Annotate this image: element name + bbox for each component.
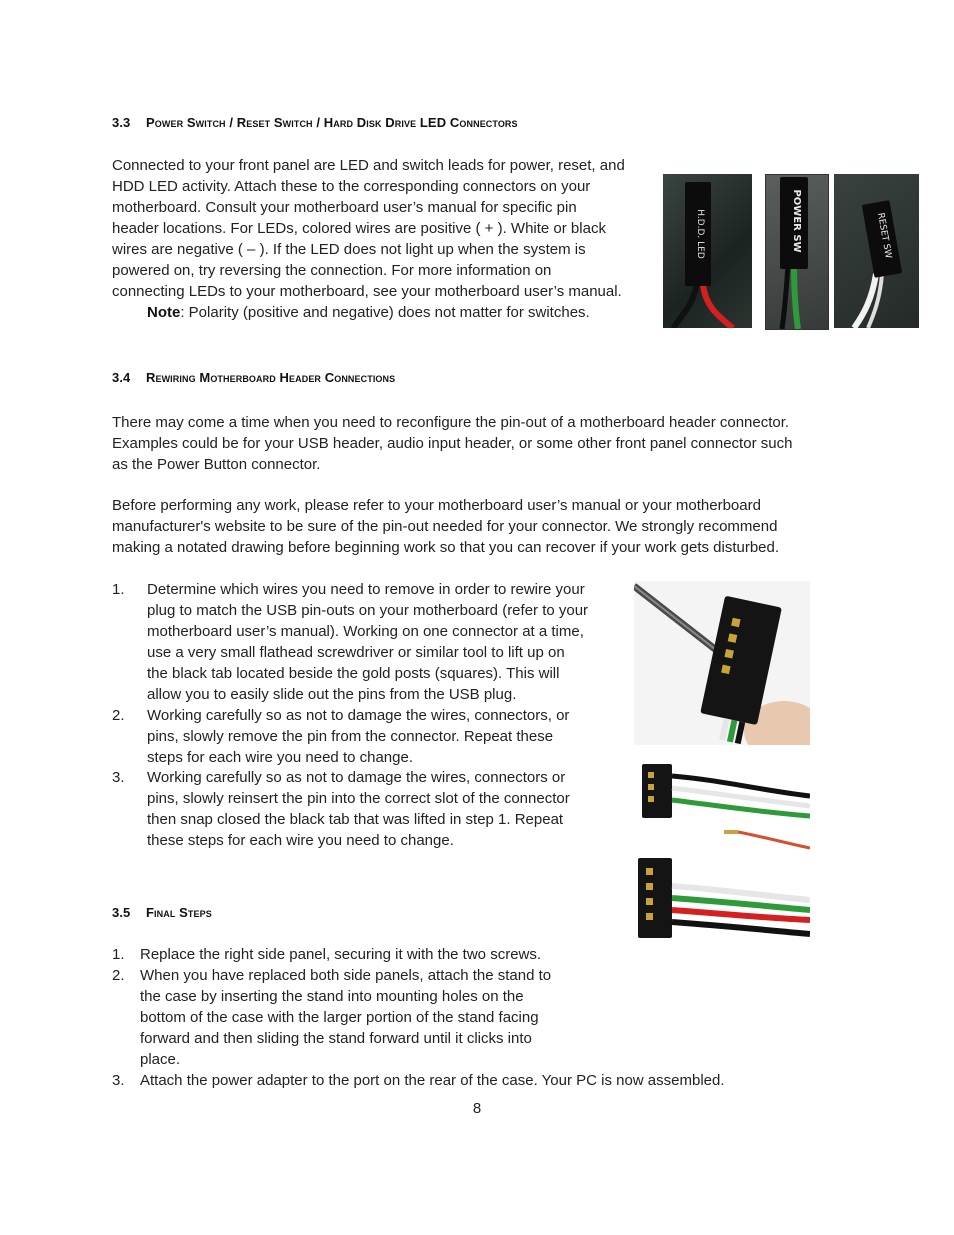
body-line: wires are negative ( – ). If the LED does not light up when the system is — [112, 241, 586, 258]
list-text-line: bottom of the case with the larger portion of the stand facing — [140, 1009, 539, 1026]
reset-sw-label: RESET SW — [875, 211, 893, 260]
list-text-line: these steps for each wire you need to change. — [147, 832, 454, 849]
list-text-line: the black tab located beside the gold posts (squares). This will — [147, 665, 560, 682]
body-line: manufacturer's website to be sure of the pin-out needed for your connector. We strongly recommend — [112, 518, 778, 535]
list-text-line: motherboard user’s manual). Working on one connector at a time, — [147, 623, 584, 640]
power-sw-label: POWER SW — [791, 189, 802, 253]
section-3-4-para-1 — [112, 412, 852, 475]
list-text-line: allow you to easily slide out the pins from the USB plug. — [147, 686, 517, 703]
list-number: 3. — [112, 1072, 125, 1089]
body-line: Connected to your front panel are LED and switch leads for power, reset, and — [112, 157, 625, 174]
list-text-line: When you have replaced both side panels, attach the stand to — [140, 967, 552, 984]
list-text-line: Working carefully so as not to damage the wires, connectors, or — [147, 707, 570, 724]
note-label: Note — [147, 304, 181, 321]
list-number: 1. — [112, 946, 125, 963]
section-title: Power Switch / Reset Switch / Hard Disk Drive LED Connectors — [146, 115, 518, 130]
list-text-line: Working carefully so as not to damage the wires, connectors or — [147, 769, 566, 786]
list-item — [112, 579, 632, 705]
section-number: 3.4 — [112, 370, 131, 385]
list-text-line: forward and then sliding the stand forward until it clicks into — [140, 1030, 532, 1047]
list-text-line: the case by inserting the stand into mounting holes on the — [140, 988, 524, 1005]
list-text-line: steps for each wire you need to change. — [147, 749, 414, 766]
reassembled-connector-photo — [636, 856, 810, 942]
body-line: powered on, try reversing the connection. For more information on — [112, 262, 552, 279]
list-text-line: then snap closed the black tab that was lifted in step 1. Repeat — [147, 811, 564, 828]
body-line: Examples could be for your USB header, audio input header, or some other front panel connector such — [112, 435, 793, 452]
body-line: There may come a time when you need to reconfigure the pin-out of a motherboard header connector. — [112, 414, 790, 431]
list-text-line: Determine which wires you need to remove in order to rewire your — [147, 581, 585, 598]
section-number: 3.3 — [112, 115, 131, 130]
list-number: 3. — [112, 769, 125, 786]
list-text-line: Replace the right side panel, securing it with the two screws. — [140, 946, 542, 963]
list-text-line: pins, slowly reinsert the pin into the correct slot of the connector — [147, 790, 570, 807]
body-line: HDD LED activity. Attach these to the corresponding connectors on your — [112, 178, 591, 195]
note-line — [112, 302, 657, 323]
body-line: Before performing any work, please refer to your motherboard user’s manual or your motherboard — [112, 497, 761, 514]
section-title: Final Steps — [146, 905, 212, 920]
hdd-led-label: H.D.D. LED — [695, 209, 705, 259]
reset-sw-connector-photo — [834, 174, 919, 328]
list-number: 2. — [112, 967, 125, 984]
list-text-line: pins, slowly remove the pin from the connector. Repeat these — [147, 728, 554, 745]
power-sw-connector-photo — [765, 174, 829, 330]
list-item — [112, 767, 632, 851]
section-number: 3.5 — [112, 905, 131, 920]
body-line: header locations. For LEDs, colored wires are positive ( + ). White or black — [112, 220, 606, 237]
screwdriver-tab-photo — [634, 581, 810, 745]
list-text-line: Attach the power adapter to the port on the rear of the case. Your PC is now assembled. — [140, 1072, 725, 1089]
list-item — [112, 965, 852, 1070]
body-line: motherboard. Consult your motherboard user’s manual for specific pin — [112, 199, 577, 216]
section-3-4-para-2 — [112, 495, 852, 558]
list-text-line: use a very small flathead screwdriver or similar tool to lift up on — [147, 644, 565, 661]
list-number: 2. — [112, 707, 125, 724]
body-line: as the Power Button connector. — [112, 456, 321, 473]
section-3-3-body — [112, 155, 657, 323]
body-line: connecting LEDs to your motherboard, see your motherboard user’s manual. — [112, 283, 622, 300]
list-text-line: place. — [140, 1051, 181, 1068]
section-3-3-heading — [112, 115, 518, 130]
page-number: 8 — [472, 1100, 482, 1117]
list-item — [112, 705, 632, 768]
section-3-5-heading — [112, 905, 212, 920]
list-item — [112, 944, 852, 965]
pin-removed-photo — [640, 760, 810, 852]
section-title: Rewiring Motherboard Header Connections — [146, 370, 396, 385]
body-line: making a notated drawing before beginning work so that you can recover if your work gets disturbed. — [112, 539, 780, 556]
list-number: 1. — [112, 581, 125, 598]
hdd-led-connector-photo — [663, 174, 752, 328]
list-text-line: plug to match the USB pin-outs on your motherboard (refer to your — [147, 602, 589, 619]
list-item — [112, 1070, 852, 1091]
note-text: : Polarity (positive and negative) does not matter for switches. — [180, 304, 590, 321]
section-3-4-heading — [112, 370, 395, 385]
